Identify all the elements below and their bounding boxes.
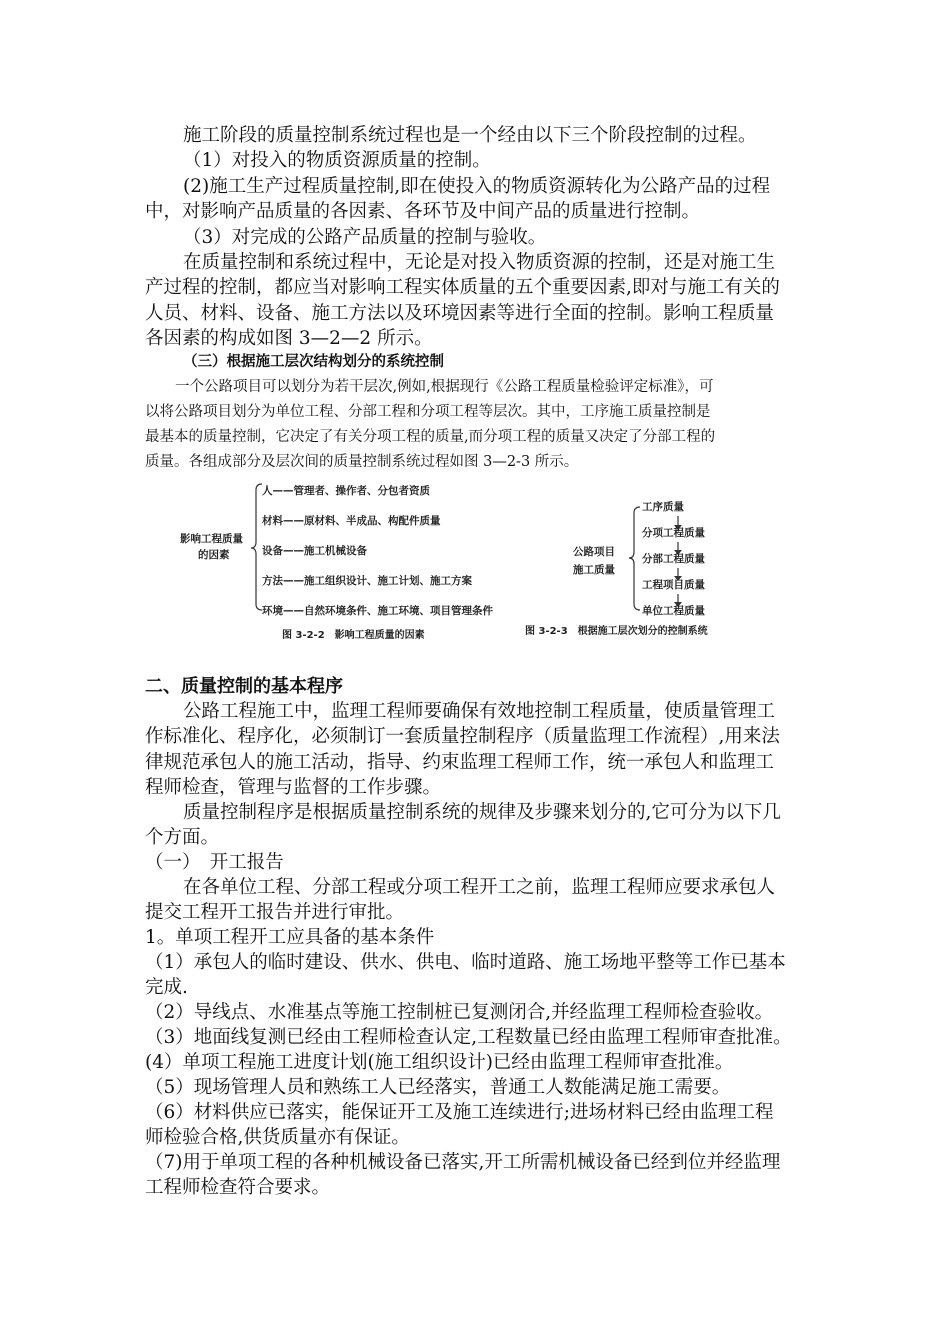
- level-item: 单位工程质量: [642, 605, 705, 617]
- list-item: (4）单项工程施工进度计划(施工组织设计)已经由监理工程师审查批准。: [145, 1052, 734, 1073]
- factor-item: 设备——施工机械设备: [262, 545, 367, 557]
- factor-item: 人——管理者、操作者、分包者资质: [262, 485, 430, 497]
- list-item: （5）现场管理人员和熟练工人已经落实，普通工人数能满足施工需要。: [145, 1077, 731, 1098]
- paragraph-line: 最基本的质量控制，它决定了有关分项工程的质量,而分项工程的质量又决定了分部工程的: [145, 429, 716, 445]
- paragraph-line: （1）对投入的物质资源质量的控制。: [183, 150, 491, 171]
- paragraph-line: (2)施工生产过程质量控制,即在使投入的物质资源转化为公路产品的过程: [183, 176, 771, 197]
- paragraph-line: 作标准化、程序化，必须制订一套质量控制程序（质量监理工作流程）,用来法: [145, 726, 780, 747]
- figure-caption: 图 3-2-2 影响工程质量的因素: [282, 630, 425, 641]
- paragraph-line: 提交工程开工报告并进行审批。: [145, 902, 405, 923]
- level-item: 工序质量: [642, 501, 684, 513]
- paragraph-line: 在各单位工程、分部工程或分项工程开工之前，监理工程师应要求承包人: [183, 877, 776, 898]
- list-item: （2）导线点、水准基点等施工控制桩已复测闭合,并经监理工程师检查验收。: [145, 1002, 774, 1023]
- paragraph-line: 在质量控制和系统过程中，无论是对投入物质资源的控制，还是对施工生: [183, 252, 776, 273]
- figure-323-root: 公路项目: [573, 546, 615, 558]
- list-item: 完成.: [145, 977, 188, 998]
- level-item: 分项工程质量: [642, 527, 705, 539]
- level-item: 分部工程质量: [642, 553, 705, 565]
- subheading: （一） 开工报告: [145, 852, 284, 873]
- figure-caption: 图 3-2-3 根据施工层次划分的控制系统: [525, 626, 708, 637]
- list-item: （3）地面线复测已经由工程师检查认定,工程数量已经由监理工程师审查批准。: [145, 1027, 792, 1048]
- factor-item: 环境——自然环境条件、施工环境、项目管理条件: [262, 605, 493, 617]
- level-brace: [629, 507, 640, 610]
- list-item: （1）承包人的临时建设、供水、供电、临时道路、施工场地平整等工作已基本: [145, 952, 786, 973]
- factor-brace: [251, 484, 262, 610]
- factor-item: 方法——施工组织设计、施工计划、施工方案: [262, 575, 472, 587]
- paragraph-line: 以将公路项目划分为单位工程、分部工程和分项工程等层次。其中，工序施工质量控制是: [145, 404, 711, 420]
- paragraph-line: 一个公路项目可以划分为若干层次,例如,根据现行《公路工程质量检验评定标准》，可: [175, 379, 714, 395]
- paragraph-line: 公路工程施工中，监理工程师要确保有效地控制工程质量，使质量管理工: [183, 701, 776, 722]
- paragraph-line: 各因素的构成如图 3—2—2 所示。: [145, 328, 433, 349]
- paragraph-line: 人员、材料、设备、施工方法以及环境因素等进行全面的控制。影响工程质量: [145, 303, 775, 324]
- paragraph-line: 施工阶段的质量控制系统过程也是一个经由以下三个阶段控制的过程。: [183, 125, 757, 146]
- list-item: （7)用于单项工程的各种机械设备已落实,开工所需机械设备已经到位并经监理: [145, 1152, 781, 1173]
- list-item: 工程师检查符合要求。: [145, 1177, 331, 1198]
- paragraph-line: （3）对完成的公路产品质量的控制与验收。: [183, 227, 547, 248]
- figure-323-root: 施工质量: [573, 564, 615, 576]
- paragraph-line: 律规范承包人的施工活动，指导、约束监理工程师工作，统一承包人和监理工: [145, 752, 775, 773]
- paragraph-line: 质量。各组成部分及层次间的质量控制系统过程如图 3—2-3 所示。: [145, 454, 579, 470]
- paragraph-line: 中，对影响产品质量的各因素、各环节及中间产品的质量进行控制。: [145, 201, 701, 222]
- paragraph-line: 质量控制程序是根据质量控制系统的规律及步骤来划分的,它可分为以下几: [183, 802, 781, 823]
- section-heading: （三）根据施工层次结构划分的系统控制: [183, 354, 444, 370]
- level-item: 工程项目质量: [642, 579, 705, 591]
- figure-322-root: 影响工程质量: [180, 533, 243, 545]
- list-item: （6）材料供应已落实，能保证开工及施工连续进行;进场材料已经由监理工程: [145, 1102, 774, 1123]
- paragraph-line: 程师检查，管理与监督的工作步骤。: [145, 777, 442, 798]
- list-heading: 1。单项工程开工应具备的基本条件: [145, 927, 435, 948]
- paragraph-line: 个方面。: [145, 827, 220, 848]
- section-heading: 二、质量控制的基本程序: [145, 676, 343, 697]
- factor-item: 材料——原材料、半成品、构配件质量: [262, 515, 441, 527]
- figure-322-root: 的因素: [198, 549, 230, 561]
- list-item: 师检验合格,供货质量亦有保证。: [145, 1127, 410, 1148]
- paragraph-line: 产过程的控制，都应当对影响工程实体质量的五个重要因素,即对与施工有关的: [145, 277, 780, 298]
